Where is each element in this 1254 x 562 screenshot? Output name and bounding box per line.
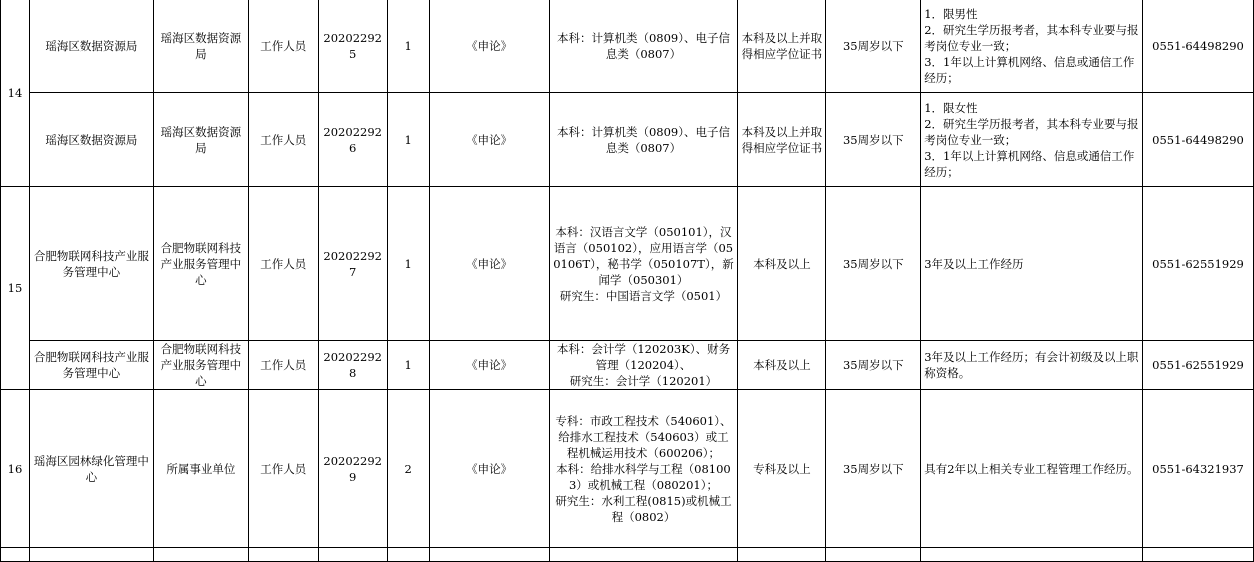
phone-cell: 0551-64498290	[1143, 0, 1254, 93]
education-cell: 本科及以上并取得相应学位证书	[738, 93, 826, 187]
position-cell	[248, 548, 318, 562]
department-cell	[29, 548, 153, 562]
group-number: 16	[1, 390, 30, 548]
exam-subject-cell: 《申论》	[429, 390, 549, 548]
major-cell: 本科：计算机类（0809）、电子信息类（0807）	[549, 93, 738, 187]
table-row	[1, 187, 1254, 341]
headcount-cell: 1	[387, 0, 429, 93]
position-code-cell: 202022928	[318, 341, 387, 390]
department-cell: 瑶海区数据资源局	[29, 93, 153, 187]
position-code-cell	[318, 548, 387, 562]
position-cell: 工作人员	[248, 0, 318, 93]
requirements-cell: 3年及以上工作经历；有会计初级及以上职称资格。	[921, 341, 1143, 390]
requirements-cell	[921, 548, 1143, 562]
table-row	[1, 341, 1254, 390]
phone-cell: 0551-62551929	[1143, 187, 1254, 341]
position-code-cell: 202022926	[318, 93, 387, 187]
department-cell: 瑶海区数据资源局	[29, 0, 153, 93]
department-cell: 瑶海区园林绿化管理中心	[29, 390, 153, 548]
age-cell	[826, 548, 921, 562]
unit-cell	[153, 548, 248, 562]
table-row	[1, 93, 1254, 187]
phone-cell: 0551-64321937	[1143, 390, 1254, 548]
major-cell: 本科：汉语言文学（050101），汉语言（050102），应用语言学（050106T），秘书学（050107T），新闻学（050301） 研究生：中国语言文学（0501）	[549, 187, 738, 341]
headcount-cell: 2	[387, 390, 429, 548]
exam-subject-cell: 《申论》	[429, 0, 549, 93]
age-cell: 35周岁以下	[826, 187, 921, 341]
position-code-cell: 202022929	[318, 390, 387, 548]
phone-cell	[1143, 548, 1254, 562]
phone-cell: 0551-62551929	[1143, 341, 1254, 390]
table-row	[1, 390, 1254, 548]
headcount-cell: 1	[387, 93, 429, 187]
table-row	[1, 548, 1254, 562]
position-cell: 工作人员	[248, 341, 318, 390]
unit-cell: 合肥物联网科技产业服务管理中心	[153, 341, 248, 390]
headcount-cell: 1	[387, 187, 429, 341]
unit-cell: 瑶海区数据资源局	[153, 93, 248, 187]
major-cell	[549, 548, 738, 562]
requirements-cell: 1．限男性 2．研究生学历报考者，其本科专业要与报考岗位专业一致； 3．1年以上计算机网络、信息或通信工作经历；	[921, 0, 1143, 93]
exam-subject-cell: 《申论》	[429, 187, 549, 341]
headcount-cell	[387, 548, 429, 562]
requirements-cell: 3年及以上工作经历	[921, 187, 1143, 341]
position-cell: 工作人员	[248, 93, 318, 187]
requirements-cell: 1．限女性 2．研究生学历报考者，其本科专业要与报考岗位专业一致； 3．1年以上计算机网络、信息或通信工作经历；	[921, 93, 1143, 187]
headcount-cell: 1	[387, 341, 429, 390]
education-cell: 本科及以上并取得相应学位证书	[738, 0, 826, 93]
education-cell: 本科及以上	[738, 341, 826, 390]
position-cell: 工作人员	[248, 390, 318, 548]
major-cell: 本科：会计学（120203K）、财务管理（120204）、 研究生：会计学（120201）	[549, 341, 738, 390]
table-row	[1, 0, 1254, 93]
education-cell: 本科及以上	[738, 187, 826, 341]
position-code-cell: 202022927	[318, 187, 387, 341]
age-cell: 35周岁以下	[826, 93, 921, 187]
department-cell: 合肥物联网科技产业服务管理中心	[29, 187, 153, 341]
group-number: 14	[1, 0, 30, 187]
phone-cell: 0551-64498290	[1143, 93, 1254, 187]
exam-subject-cell	[429, 548, 549, 562]
group-number	[1, 548, 30, 562]
major-cell: 本科：计算机类（0809）、电子信息类（0807）	[549, 0, 738, 93]
department-cell: 合肥物联网科技产业服务管理中心	[29, 341, 153, 390]
position-code-cell: 202022925	[318, 0, 387, 93]
unit-cell: 瑶海区数据资源局	[153, 0, 248, 93]
age-cell: 35周岁以下	[826, 390, 921, 548]
unit-cell: 所属事业单位	[153, 390, 248, 548]
group-number: 15	[1, 187, 30, 390]
unit-cell: 合肥物联网科技产业服务管理中心	[153, 187, 248, 341]
age-cell: 35周岁以下	[826, 0, 921, 93]
exam-subject-cell: 《申论》	[429, 93, 549, 187]
age-cell: 35周岁以下	[826, 341, 921, 390]
position-cell: 工作人员	[248, 187, 318, 341]
education-cell	[738, 548, 826, 562]
education-cell: 专科及以上	[738, 390, 826, 548]
requirements-cell: 具有2年以上相关专业工程管理工作经历。	[921, 390, 1143, 548]
major-cell: 专科：市政工程技术（540601）、给排水工程技术（540603）或工程机械运用技术（600206）； 本科：给排水科学与工程（081003）或机械工程（080201）； 研究生：水利工程(0815)或机械工程（0802）	[549, 390, 738, 548]
exam-subject-cell: 《申论》	[429, 341, 549, 390]
